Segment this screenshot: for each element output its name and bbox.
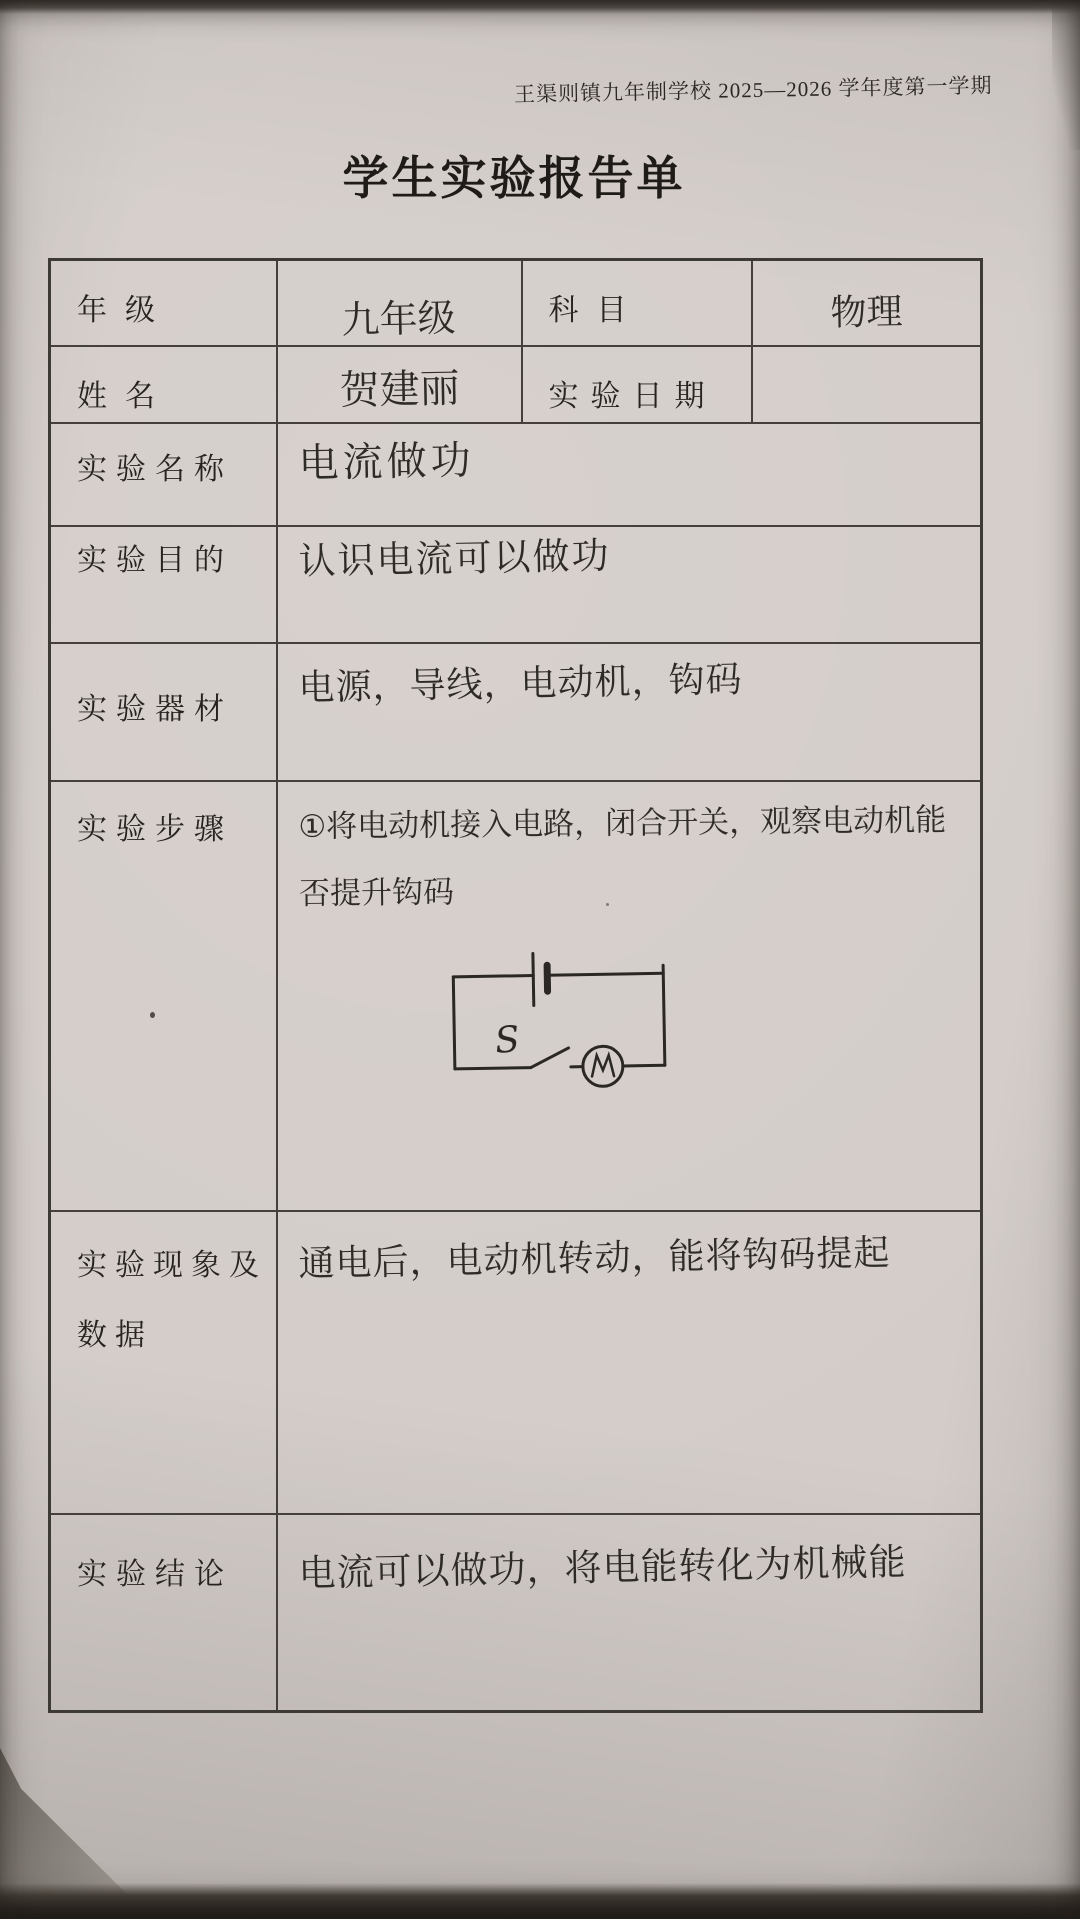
table-row (50, 423, 982, 526)
table-row (50, 781, 982, 1211)
observation-label-line2: 数据 (77, 1319, 153, 1352)
photo-top-right-shadow (1052, 0, 1080, 150)
table-row (50, 526, 982, 643)
student-name-value-cell (277, 346, 522, 423)
purpose-label-cell: 实验目的 (50, 526, 277, 643)
conclusion-value-cell (277, 1514, 982, 1711)
equipment-label-cell: 实验器材 (50, 643, 277, 781)
purpose-handwritten-value: 认识电流可以做功 (297, 534, 611, 583)
circuit-wire-right (663, 966, 665, 1066)
equipment-handwritten-value: 电源，导线，电动机，钩码 (297, 659, 743, 709)
circuit-wire-bottom-left (454, 1068, 530, 1069)
observation-handwritten-value: 通电后，电动机转动，能将钩码提起 (297, 1232, 891, 1285)
circuit-wire-top-left (453, 976, 533, 977)
school-term-header: 王渠则镇九年制学校 2025—2026 学年度第一学期 (513, 73, 993, 107)
switch-label: S (492, 1019, 521, 1063)
table-row (50, 1211, 982, 1514)
experiment-name-handwritten-value: 电流做功 (297, 437, 475, 487)
steps-label-cell: 实验步骤 (50, 781, 277, 1211)
switch-symbol (530, 1048, 568, 1068)
experiment-name-value-cell (277, 423, 982, 526)
photo-top-edge (0, 0, 1080, 14)
steps-value-cell (277, 781, 982, 1211)
subject-handwritten-value: 物理 (829, 291, 903, 334)
table-row (50, 643, 982, 781)
observation-label-cell (50, 1211, 277, 1514)
student-name-label-cell: 姓名 (50, 346, 277, 423)
stray-ink-dot (606, 903, 609, 906)
conclusion-label-cell: 实验结论 (50, 1514, 277, 1711)
experiment-date-value-cell (752, 346, 982, 423)
table-row (50, 260, 982, 347)
grade-handwritten-value: 九年级 (341, 295, 457, 342)
experiment-report-table (48, 258, 983, 1713)
student-name-handwritten-value: 贺建丽 (338, 365, 460, 414)
circuit-wire-bottom-right (622, 1066, 664, 1067)
subject-value-cell (752, 260, 982, 347)
photo-bottom-edge (0, 1883, 1080, 1919)
battery-symbol (532, 954, 547, 1006)
observation-label-line1: 实验现象及 (77, 1249, 267, 1282)
experiment-name-label-cell: 实验名称 (50, 423, 277, 526)
table-row (50, 346, 982, 423)
equipment-value-cell (277, 643, 982, 781)
experiment-date-label-cell: 实验日期 (522, 346, 752, 423)
purpose-value-cell (277, 526, 982, 643)
page-title: 学生实验报告单 (342, 151, 686, 205)
circuit-wire-top-right (547, 974, 663, 976)
observation-value-cell (277, 1211, 982, 1514)
circuit-diagram (438, 945, 688, 1089)
grade-label-cell: 年级 (50, 260, 277, 347)
stray-ink-dot (150, 1012, 155, 1018)
steps-handwritten-value: ①将电动机接入电路，闭合开关，观察电动机能否提升钩码 (297, 802, 946, 912)
table-row (50, 1514, 982, 1711)
grade-value-cell (277, 260, 522, 347)
subject-label-cell: 科目 (522, 260, 752, 347)
motor-symbol (582, 1046, 623, 1087)
conclusion-handwritten-value: 电流可以做功，将电能转化为机械能 (297, 1540, 907, 1595)
circuit-wire-left (453, 977, 455, 1069)
